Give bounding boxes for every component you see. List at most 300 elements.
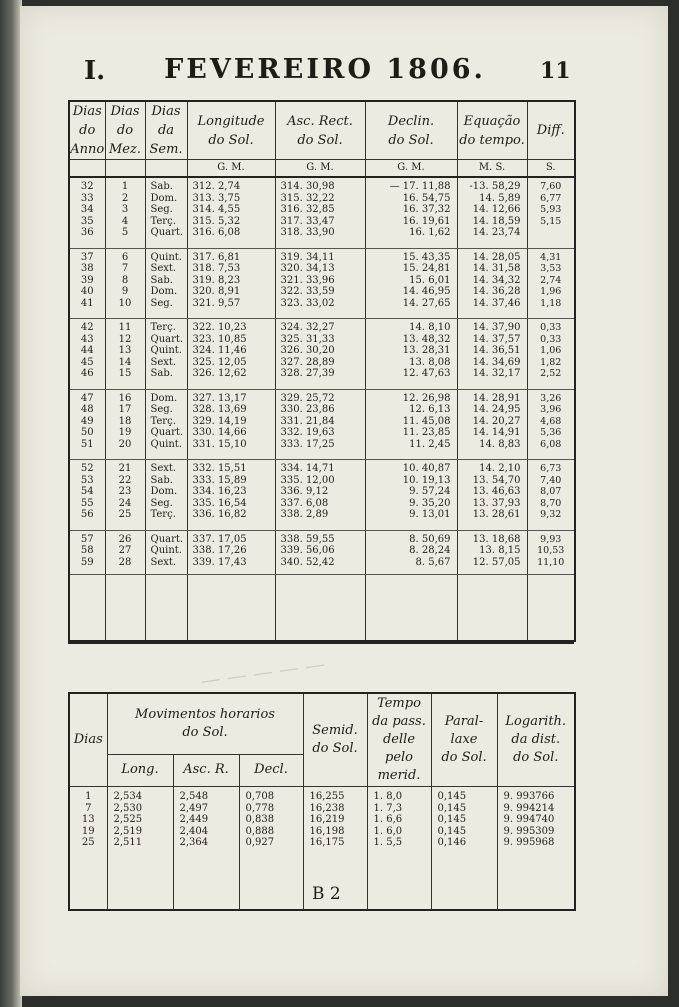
asc-header: Asc. R. <box>173 754 239 786</box>
diff-cell <box>527 530 575 574</box>
hourly-motions-table <box>68 692 576 911</box>
cell-value: 332. 15,51 <box>192 463 247 475</box>
cell-value: 1 <box>121 181 129 192</box>
cell-value: 338. 17,26 <box>192 545 247 557</box>
blank-cell <box>187 575 275 642</box>
cell-value: 56 <box>80 509 94 521</box>
decl-header: Decl. <box>239 754 303 786</box>
cell-value: 12. 6,13 <box>409 404 451 416</box>
diff-value: 7,60 <box>540 181 562 192</box>
diff-header <box>527 101 575 160</box>
group-cell <box>457 319 527 390</box>
cell-value: 14. 27,65 <box>402 297 451 309</box>
diff-cell <box>527 248 575 319</box>
bottom-cell-value: 16,238 <box>309 802 345 814</box>
diff-value: 1,82 <box>540 356 562 368</box>
cell-value: 329. 14,19 <box>192 415 247 427</box>
cell-value: 9. 35,20 <box>409 497 451 509</box>
book-binding <box>0 0 22 1007</box>
bottom-cell-value: 19 <box>81 825 95 837</box>
cell-value: 335. 12,00 <box>280 474 335 486</box>
cell-value: 334. 16,23 <box>192 486 247 498</box>
bottom-cell-value: 16,175 <box>309 837 345 848</box>
group-cell <box>105 460 145 531</box>
year: 1806. <box>386 54 486 85</box>
cell-value: 44 <box>80 345 94 357</box>
cell-value: 36 <box>80 227 94 238</box>
cell-value: 35 <box>80 215 94 227</box>
header-line: do tempo. <box>459 132 525 148</box>
cell-value: 14. 37,46 <box>472 297 521 309</box>
bottom-cell-value: 2,530 <box>113 802 143 814</box>
cell-value: 14. 8,83 <box>479 438 521 450</box>
group-cell <box>69 389 105 460</box>
cell-value: 8 <box>121 274 129 286</box>
bottom-cell-value: 0,145 <box>437 825 467 837</box>
cell-value: 317. 33,47 <box>280 215 335 227</box>
dias-do-mez-header <box>105 101 145 160</box>
group-cell <box>275 389 365 460</box>
cell-value: 339. 56,06 <box>280 545 335 557</box>
cell-value: 315. 32,22 <box>280 192 335 204</box>
cell-value: 16 <box>118 392 132 404</box>
bottom-cell-value: 1. 6,6 <box>373 814 403 825</box>
cell-value: 9. 57,24 <box>409 486 451 498</box>
cell-value: Seg. <box>150 497 173 509</box>
cell-value: 340. 52,42 <box>280 556 335 568</box>
paral-header: Paral- laxe do Sol. <box>431 693 497 787</box>
cell-value: 13. 48,32 <box>402 333 451 345</box>
group-cell <box>457 177 527 248</box>
cell-value: 14. 36,51 <box>472 345 521 357</box>
diff-value: 9,32 <box>540 509 562 521</box>
group-cell <box>187 460 275 531</box>
cell-value: 37 <box>80 251 94 263</box>
cell-value: 327. 28,89 <box>280 356 335 368</box>
cell-value: 13. 37,93 <box>472 497 521 509</box>
cell-value: 338. 59,55 <box>280 533 335 545</box>
cell-value: 329. 25,72 <box>280 392 335 404</box>
cell-value: 14. 5,89 <box>479 192 521 204</box>
cell-value: 316. 6,08 <box>192 227 241 238</box>
cell-value: Sext. <box>150 556 177 568</box>
blank-cell <box>105 575 145 642</box>
bottom-cell-value: 9. 995968 <box>503 837 555 848</box>
cell-value: 11. 45,08 <box>402 415 451 427</box>
cell-value: 318. 7,53 <box>192 263 241 275</box>
cell-value: 48 <box>80 404 94 416</box>
group-cell <box>275 530 365 574</box>
bottom-cell-value: 0,145 <box>437 802 467 814</box>
cell-value: 17 <box>118 404 132 416</box>
group-cell <box>145 248 187 319</box>
bottom-cell-value: 2,525 <box>113 814 143 825</box>
cell-value: Dom. <box>150 486 178 498</box>
cell-value: 14. 20,27 <box>472 415 521 427</box>
bottom-cell-value: 0,778 <box>245 802 275 814</box>
cell-value: 57 <box>80 533 94 545</box>
cell-value: Sext. <box>150 356 177 368</box>
cell-value: 14. 18,59 <box>472 215 521 227</box>
cell-value: 14. 37,90 <box>472 322 521 334</box>
bottom-cell-value: 16,198 <box>309 825 345 837</box>
cell-value: 14. 2,10 <box>479 463 521 475</box>
cell-value: 312. 2,74 <box>192 181 241 192</box>
unit-label <box>69 160 105 178</box>
cell-value: 13 <box>118 345 132 357</box>
day-group-row <box>69 319 575 390</box>
cell-value: 16. 54,75 <box>402 192 451 204</box>
cell-value: Quart. <box>150 533 184 545</box>
cell-value: 18 <box>118 415 132 427</box>
bottom-cell-value: 2,548 <box>179 791 209 802</box>
cell-value: 330. 14,66 <box>192 427 247 439</box>
cell-value: 41 <box>80 297 94 309</box>
unit-label <box>145 160 187 178</box>
header-line: Dias <box>151 104 181 119</box>
cell-value: 32 <box>80 181 94 192</box>
day-group-row <box>69 460 575 531</box>
dias-do-anno-header <box>69 101 105 160</box>
cell-value: 317. 6,81 <box>192 251 241 263</box>
diff-value: 3,26 <box>540 392 562 404</box>
cell-value: 316. 32,85 <box>280 204 335 215</box>
group-cell <box>187 177 275 248</box>
group-cell <box>365 460 457 531</box>
group-cell <box>457 248 527 319</box>
day-group-row <box>69 530 575 574</box>
day-group-row <box>69 177 575 248</box>
bottom-cell-value: 2,404 <box>179 825 209 837</box>
cell-value: 14. 23,74 <box>472 227 521 238</box>
cell-value: 3 <box>121 204 129 215</box>
cell-value: 13. 54,70 <box>472 474 521 486</box>
asc-rect-header <box>275 101 365 160</box>
unit-label <box>105 160 145 178</box>
diff-value: 5,15 <box>540 215 562 227</box>
blank-cell <box>527 575 575 642</box>
cell-value: 12. 26,98 <box>402 392 451 404</box>
cell-value: 14. 34,32 <box>472 274 521 286</box>
cell-value: Quint. <box>150 345 182 357</box>
header-line: Mez. <box>109 142 141 157</box>
cell-value: 5 <box>121 227 129 238</box>
header-line: Diff. <box>536 123 565 138</box>
group-cell <box>457 460 527 531</box>
cell-value: 49 <box>80 415 94 427</box>
group-cell <box>105 319 145 390</box>
long-header: Long. <box>107 754 173 786</box>
cell-value: Sext. <box>150 263 177 275</box>
bottom-cell-value: 2,511 <box>113 837 143 848</box>
cell-value: 331. 15,10 <box>192 438 247 450</box>
cell-value: Quart. <box>150 333 184 345</box>
cell-value: Quart. <box>150 227 184 238</box>
cell-value: 333. 17,25 <box>280 438 335 450</box>
cell-value: 46 <box>80 368 94 380</box>
cell-value: 51 <box>80 438 94 450</box>
cell-value: 10. 40,87 <box>402 463 451 475</box>
cell-value: 336. 9,12 <box>280 486 329 498</box>
diff-value: 4,68 <box>540 415 562 427</box>
cell-value: 334. 14,71 <box>280 463 335 475</box>
group-cell <box>105 530 145 574</box>
tempo-header: Tempo da pass. delle pelo merid. <box>367 693 431 787</box>
diff-value: 4,31 <box>540 251 562 263</box>
cell-value: 16. 19,61 <box>402 215 451 227</box>
cell-value: 313. 3,75 <box>192 192 241 204</box>
header-line: Dias <box>72 104 102 119</box>
diff-value: 5,93 <box>540 204 562 215</box>
cell-value: 8. 28,24 <box>409 545 451 557</box>
diff-value: 6,73 <box>540 463 562 475</box>
cell-value: 55 <box>80 497 94 509</box>
cell-value: 10. 19,13 <box>402 474 451 486</box>
bottom-cell-value: 16,255 <box>309 791 345 802</box>
cell-value: 42 <box>80 322 94 334</box>
cell-value: 325. 12,05 <box>192 356 247 368</box>
cell-value: 15. 24,81 <box>402 263 451 275</box>
diff-value: 2,52 <box>540 368 562 380</box>
bottom-col-decl <box>239 787 303 911</box>
cell-value: 13. 28,31 <box>402 345 451 357</box>
cell-value: 6 <box>121 251 129 263</box>
bottom-cell-value: 9. 993766 <box>503 791 555 802</box>
cell-value: Dom. <box>150 286 178 298</box>
cell-value: 14. 28,05 <box>472 251 521 263</box>
cell-value: Sext. <box>150 463 177 475</box>
cell-value: 328. 13,69 <box>192 404 247 416</box>
signature-mark: B 2 <box>312 884 341 904</box>
cell-value: 12. 47,63 <box>402 368 451 380</box>
cell-value: 28 <box>118 556 132 568</box>
ephemeris-table <box>68 100 576 642</box>
unit-label: S. <box>527 160 575 178</box>
day-group-row <box>69 248 575 319</box>
cell-value: 9 <box>121 286 129 298</box>
cell-value: 336. 16,82 <box>192 509 247 521</box>
diff-value: 0,33 <box>540 333 562 345</box>
cell-value: 14. 8,10 <box>409 322 451 334</box>
semid-header: Semid. do Sol. <box>303 693 367 787</box>
cell-value: 54 <box>80 486 94 498</box>
cell-value: 322. 33,59 <box>280 286 335 298</box>
group-cell <box>145 530 187 574</box>
diff-value: 3,53 <box>540 263 562 275</box>
diff-value: 9,93 <box>540 533 562 545</box>
bottom-col-dias <box>69 787 107 911</box>
cell-value: 326. 30,20 <box>280 345 335 357</box>
bottom-cell-value: 16,219 <box>309 814 345 825</box>
header-line: do Sol. <box>297 132 343 148</box>
cell-value: 14. 28,91 <box>472 392 521 404</box>
cell-value: 14. 46,95 <box>402 286 451 298</box>
cell-value: 332. 19,63 <box>280 427 335 439</box>
header-line: Anno <box>70 142 105 157</box>
cell-value: Quint. <box>150 438 182 450</box>
bottom-cell-value: 0,888 <box>245 825 275 837</box>
bottom-cell-value: 0,708 <box>245 791 275 802</box>
blank-cell <box>69 575 105 642</box>
unit-label: M. S. <box>457 160 527 178</box>
cell-value: 8. 5,67 <box>415 556 451 568</box>
cell-value: 10 <box>118 297 132 309</box>
cell-value: Quart. <box>150 427 184 439</box>
group-cell <box>275 248 365 319</box>
group-cell <box>105 177 145 248</box>
logarith-header: Logarith. da dist. do Sol. <box>497 693 575 787</box>
cell-value: 324. 32,27 <box>280 322 335 334</box>
group-cell <box>69 319 105 390</box>
cell-value: Dom. <box>150 392 178 404</box>
group-cell <box>365 530 457 574</box>
cell-value: 58 <box>80 545 94 557</box>
cell-value: Sab. <box>150 474 173 486</box>
cell-value: Seg. <box>150 404 173 416</box>
bottom-cell-value: 1. 6,0 <box>373 825 403 837</box>
cell-value: 34 <box>80 204 94 215</box>
month-number: I. <box>84 56 106 86</box>
cell-value: 13. 28,61 <box>472 509 521 521</box>
bottom-cell-value: 0,146 <box>437 837 467 848</box>
diff-value: 11,10 <box>537 556 565 568</box>
cell-value: 53 <box>80 474 94 486</box>
group-cell <box>69 248 105 319</box>
group-cell <box>187 530 275 574</box>
cell-value: 2 <box>121 192 129 204</box>
group-cell <box>145 177 187 248</box>
bottom-col-asc <box>173 787 239 911</box>
cell-value: 15 <box>118 368 132 380</box>
header-line: Sem. <box>149 142 183 157</box>
diff-value: 5,36 <box>540 427 562 439</box>
group-cell <box>105 389 145 460</box>
header-line: Equação <box>463 113 521 129</box>
bottom-cell-value: 2,364 <box>179 837 209 848</box>
header-line: do Sol. <box>388 132 434 148</box>
cell-value: 14. 14,91 <box>472 427 521 439</box>
blank-cell <box>457 575 527 642</box>
cell-value: 11. 23,85 <box>402 427 451 439</box>
cell-value: 327. 13,17 <box>192 392 247 404</box>
declin-header <box>365 101 457 160</box>
group-cell <box>187 389 275 460</box>
bottom-col-paral <box>431 787 497 911</box>
cell-value: Sab. <box>150 368 173 380</box>
cell-value: 320. 34,13 <box>280 263 335 275</box>
bottom-cell-value: 9. 994740 <box>503 814 555 825</box>
diff-cell <box>527 177 575 248</box>
cell-value: 337. 17,05 <box>192 533 247 545</box>
cell-value: 335. 16,54 <box>192 497 247 509</box>
bottom-cell-value: 1. 5,5 <box>373 837 403 848</box>
cell-value: 43 <box>80 333 94 345</box>
blank-row <box>69 575 575 642</box>
diff-value: 1,06 <box>540 345 562 357</box>
cell-value: 11. 2,45 <box>409 438 451 450</box>
cell-value: 13. 46,63 <box>472 486 521 498</box>
cell-value: 323. 10,85 <box>192 333 247 345</box>
bottom-cell-value: 9. 994214 <box>503 802 555 814</box>
group-cell <box>365 248 457 319</box>
bottom-cell-value: 2,449 <box>179 814 209 825</box>
cell-value: 50 <box>80 427 94 439</box>
equacao-header <box>457 101 527 160</box>
cell-value: 38 <box>80 263 94 275</box>
cell-value: 14. 24,95 <box>472 404 521 416</box>
diff-value: 8,70 <box>540 497 562 509</box>
bottom-cell-value: 2,519 <box>113 825 143 837</box>
cell-value: 19 <box>118 427 132 439</box>
cell-value: 52 <box>80 463 94 475</box>
cell-value: 321. 9,57 <box>192 297 241 309</box>
cell-value: 9. 13,01 <box>409 509 451 521</box>
show-through-bleed: — — — — — <box>198 651 327 693</box>
group-cell <box>187 248 275 319</box>
cell-value: Quint. <box>150 545 182 557</box>
cell-value: 59 <box>80 556 94 568</box>
cell-value: 33 <box>80 192 94 204</box>
cell-value: 13. 8,08 <box>409 356 451 368</box>
blank-cell <box>275 575 365 642</box>
bottom-col-tempo <box>367 787 431 911</box>
blank-cell <box>365 575 457 642</box>
bottom-cell-value: 9. 995309 <box>503 825 555 837</box>
cell-value: 14 <box>118 356 132 368</box>
bottom-cell-value: 2,497 <box>179 802 209 814</box>
bottom-col-long <box>107 787 173 911</box>
cell-value: 16. 1,62 <box>409 227 451 238</box>
cell-value: Terç. <box>150 415 176 427</box>
cell-value: 16. 37,32 <box>402 204 451 215</box>
bottom-cell-value: 13 <box>81 814 95 825</box>
cell-value: 13. 8,15 <box>479 545 521 557</box>
group-cell <box>145 389 187 460</box>
cell-value: 339. 17,43 <box>192 556 247 568</box>
diff-value: 1,96 <box>540 286 562 298</box>
diff-value: 0,33 <box>540 322 562 334</box>
longitude-header <box>187 101 275 160</box>
header-line: da <box>157 123 175 138</box>
day-group-row <box>69 389 575 460</box>
cell-value: 22 <box>118 474 132 486</box>
cell-value: 314. 4,55 <box>192 204 241 215</box>
group-cell <box>145 460 187 531</box>
bottom-cell-value: 2,534 <box>113 791 143 802</box>
bottom-cell-value: 1. 8,0 <box>373 791 403 802</box>
bottom-cell-value: 1. 7,3 <box>373 802 403 814</box>
table-divider <box>68 642 574 644</box>
cell-value: 39 <box>80 274 94 286</box>
cell-value: 20 <box>118 438 132 450</box>
cell-value: 12 <box>118 333 132 345</box>
cell-value: 14. 12,66 <box>472 204 521 215</box>
cell-value: Seg. <box>150 297 173 309</box>
units-row <box>69 160 575 178</box>
unit-label: G. M. <box>187 160 275 178</box>
cell-value: 15. 6,01 <box>409 274 451 286</box>
diff-value: 2,74 <box>540 274 562 286</box>
diff-value: 6,08 <box>540 438 562 450</box>
cell-value: 14. 37,57 <box>472 333 521 345</box>
cell-value: 331. 21,84 <box>280 415 335 427</box>
bottom-cell-value: 1 <box>85 791 92 802</box>
cell-value: 326. 12,62 <box>192 368 247 380</box>
cell-value: Terç. <box>150 322 176 334</box>
cell-value: 14. 34,69 <box>472 356 521 368</box>
group-cell <box>69 460 105 531</box>
cell-value: 14. 31,58 <box>472 263 521 275</box>
